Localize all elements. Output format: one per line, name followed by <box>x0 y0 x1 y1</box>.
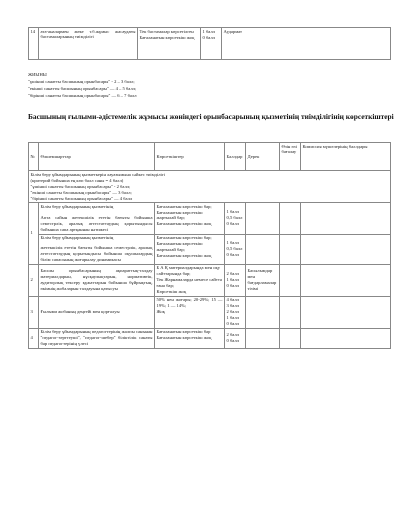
criteria-line: Бағаланатын көрсеткіш жоқ <box>156 253 212 259</box>
criteria-line: Тек бастамалар көрсетілген <box>139 28 194 34</box>
points-cell <box>201 28 222 60</box>
points-line: 1 балл <box>226 240 239 246</box>
criteria-line: Бағаланатын көрсеткіш жоқ <box>156 335 212 341</box>
source-cell <box>246 203 280 235</box>
note-line: "бірінші санатты басшының орынбасары" — 6 – 7 балл <box>28 93 137 98</box>
intro-line: "ұшінші санатты басшының орынбасары" - 2 балл; <box>30 183 131 189</box>
points-line: 2 балл <box>226 271 239 277</box>
table-row <box>29 28 391 60</box>
header-num: № <box>29 143 39 171</box>
criteria-line: Бағаланатын көрсеткіш жоқ <box>156 221 212 227</box>
criteria-line: Бағаланатын көрсеткіш бар; <box>156 203 212 209</box>
row-number: 3 <box>29 296 39 328</box>
points-line: 0 балл <box>226 221 239 227</box>
indicator-cell: ата-аналармен жеке т.б.жұмыс жасаудағы бастамаларының тиімділігі <box>39 28 138 60</box>
intro-cell <box>29 171 391 203</box>
table-row <box>29 234 391 264</box>
commission-score-cell <box>301 264 391 296</box>
intro-line: "бірінші санатты басшының орынбасары" — 4 балл <box>30 195 133 201</box>
indicators-table <box>28 142 391 349</box>
self-score-cell <box>280 328 301 348</box>
points-line: 4 балл <box>226 297 239 303</box>
intro-line: "екінші санатты басшының орынбасары" — 3 балл; <box>30 189 132 195</box>
points-cell <box>225 203 246 235</box>
points-line: 0,5 балл <box>226 246 243 252</box>
criteria-cell <box>155 328 225 348</box>
points-line: 0,5 балл <box>226 215 243 221</box>
points-cell <box>225 296 246 328</box>
table-row <box>29 203 391 235</box>
self-score-cell <box>280 264 301 296</box>
criteria-cell <box>155 203 225 235</box>
top-table <box>28 27 391 60</box>
indicator-head: Білім беру ұйымдарының қызметінің <box>40 235 114 241</box>
commission-score-cell <box>301 296 391 328</box>
points-line: 1 балл <box>226 209 239 215</box>
intro-line: (критерий бойынша ең көп балл саны = 4 балл) <box>30 177 124 183</box>
points-line: 1 балл <box>226 277 239 283</box>
indicator-text: Апта сайын жетекшілік ететін бағыты бойынша семестрлік, аралық аттестаттаудың қорытындысы бойынша сапа артқаннан нәтижесі <box>40 215 153 233</box>
points-line: 0 балл <box>226 252 239 258</box>
header-row <box>29 143 391 171</box>
indicator-cell <box>39 203 155 235</box>
points-line: 0 балл <box>226 338 239 344</box>
row-number: 4 <box>29 328 39 348</box>
criteria-line: Бағаланатын көрсеткіш бар <box>156 329 211 335</box>
source-cell <box>246 296 280 328</box>
self-score-cell <box>280 234 301 264</box>
points-line: 0 балл <box>226 283 239 289</box>
criteria-cell <box>155 296 225 328</box>
points-line: 1 балл <box>226 315 239 321</box>
criteria-cell <box>138 28 201 60</box>
note-line: "екінші санатты басшының орынбасары" — 4 – 5 балл; <box>28 86 137 91</box>
commission-score-cell <box>301 203 391 235</box>
self-score-cell <box>280 203 301 235</box>
criteria-line: 50% нен жоғары; 20-29%; 15 — 19%; 1 — 14%; <box>156 297 223 309</box>
criteria-line: Тек Жарнамаларда немесе сайтта ғана бар; <box>156 277 222 289</box>
points-line: 2 балл <box>226 332 239 338</box>
note-line: "ұшінші санатты басшының орынбасары" - 2 – 3 балл; <box>28 79 135 84</box>
indicator-cell: Ғылыми жобаның деңгейі мен қорғалуы <box>39 296 155 328</box>
header-source: Дерек <box>246 143 280 171</box>
source-cell: Басылымдар мен бағдарламалар тізімі <box>246 264 280 296</box>
indicator-head: Білім беру ұйымдарының қызметінің <box>40 203 114 209</box>
row-number: 14 <box>29 28 39 60</box>
commission-score-cell <box>301 328 391 348</box>
source-cell <box>246 234 280 264</box>
header-commission: Комиссия мүшелерінің баллдары <box>301 143 391 171</box>
indicator-cell <box>39 234 155 264</box>
indicator-cell: Басшы орынбасарының ақпараттық-талдау материалдарын, нұсқаулықтарын, нормативтік, аудиторлық тексеру құжаттарын бойынша бұйрықтың, өкімнің жобаларын талдауына қатысуы <box>39 264 155 296</box>
table-row <box>29 296 391 328</box>
intro-line: Білім беру ұйымдарының қызметкерін лауазымына сәйкес тиімділігі <box>30 171 165 177</box>
criteria-line: Жоқ <box>156 309 165 315</box>
points-line: 3 балл <box>226 303 239 309</box>
header-criteria: Көрсеткіштер <box>155 143 225 171</box>
indicator-text: жетекшілік ететін бағыты бойынша семестрлік, аралық аттестаттаудың қорытындысы бойынша оқушылардың білім сапасының жоғарылау динамикасы <box>40 245 153 263</box>
criteria-line: Бағаланатын көрсеткіш бар; <box>156 235 212 241</box>
criteria-line: Көрсеткіш жоқ <box>156 289 187 295</box>
header-points: Баллдар <box>225 143 246 171</box>
criteria-line: Бағаланатын көрсеткіш жоқ <box>139 34 195 40</box>
points-cell <box>225 234 246 264</box>
row-number: 1 <box>29 203 39 265</box>
table-row <box>29 328 391 348</box>
criteria-line: Бағаланатын көрсеткіш жартылай бар; <box>156 241 203 253</box>
header-self: Өзін өзі бағалау <box>280 143 301 171</box>
row-number: 2 <box>29 264 39 296</box>
commission-score-cell <box>301 234 391 264</box>
intro-row <box>29 171 391 203</box>
criteria-cell <box>155 234 225 264</box>
points-line: 0 балл <box>226 321 239 327</box>
totals-notes <box>28 72 391 100</box>
criteria-line: Б А Қ материалдарында мен оқу сайттарында бар; <box>156 265 221 277</box>
points-cell <box>225 328 246 348</box>
points-line: 1 балл <box>202 28 215 34</box>
criteria-line: Бағаланатын көрсеткіш жартылай бар; <box>156 209 203 221</box>
source-cell: Аудармат <box>222 28 391 60</box>
table-row <box>29 264 391 296</box>
section-title: Басшының ғылыми-әдістемелік жұмысы жөніндегі орынбасарының қызметінің тиімділігінің көрсеткіштері <box>28 112 394 121</box>
indicator-cell: Білім беру ұйымдарының педагогтерінің жалпы санынан "педагог-зерттеуші", "педагог-шебер" біліктілік санаты бар педагогтерінің үлесі <box>40 329 153 347</box>
criteria-cell <box>155 264 225 296</box>
self-score-cell <box>280 296 301 328</box>
source-cell <box>246 328 280 348</box>
header-indicators: Өлшемшарттар <box>39 143 155 171</box>
points-line: 2 балл <box>226 309 239 315</box>
note-line: ЖИЫНЫ <box>28 72 47 77</box>
points-cell <box>225 264 246 296</box>
points-line: 0 балл <box>202 34 215 40</box>
